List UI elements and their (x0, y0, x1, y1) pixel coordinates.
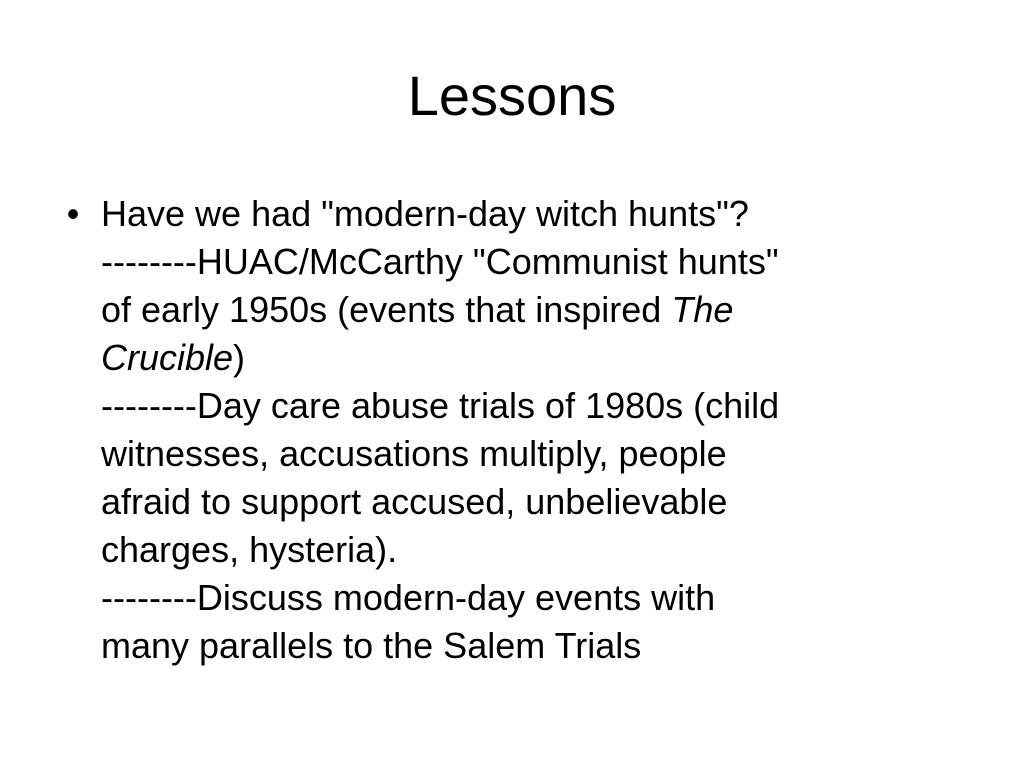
daycare-line-3: afraid to support accused, unbelievable (101, 481, 728, 522)
huac-line-2-text: of early 1950s (events that inspired (101, 289, 672, 330)
discuss-line-2: many parallels to the Salem Trials (101, 625, 642, 666)
crucible-title-part-1: The (671, 289, 734, 330)
huac-line-3 (101, 334, 968, 382)
bullet-item (58, 190, 968, 670)
daycare-line-1: --------Day care abuse trials of 1980s (child (101, 385, 780, 426)
huac-line-2 (101, 286, 968, 334)
question-line: Have we had "modern-day witch hunts"? (101, 193, 749, 234)
slide-title: Lessons (407, 64, 617, 127)
bullet-list (58, 190, 968, 670)
huac-line-3-text: ) (233, 337, 246, 378)
huac-line-1: --------HUAC/McCarthy "Communist hunts" (101, 241, 779, 282)
discuss-line-1: --------Discuss modern-day events with (101, 577, 716, 618)
crucible-title-part-2: Crucible (101, 337, 234, 378)
bullet-marker: • (66, 193, 80, 234)
daycare-line-2: witnesses, accusations multiply, people (101, 433, 727, 474)
daycare-line-4: charges, hysteria). (101, 529, 398, 570)
